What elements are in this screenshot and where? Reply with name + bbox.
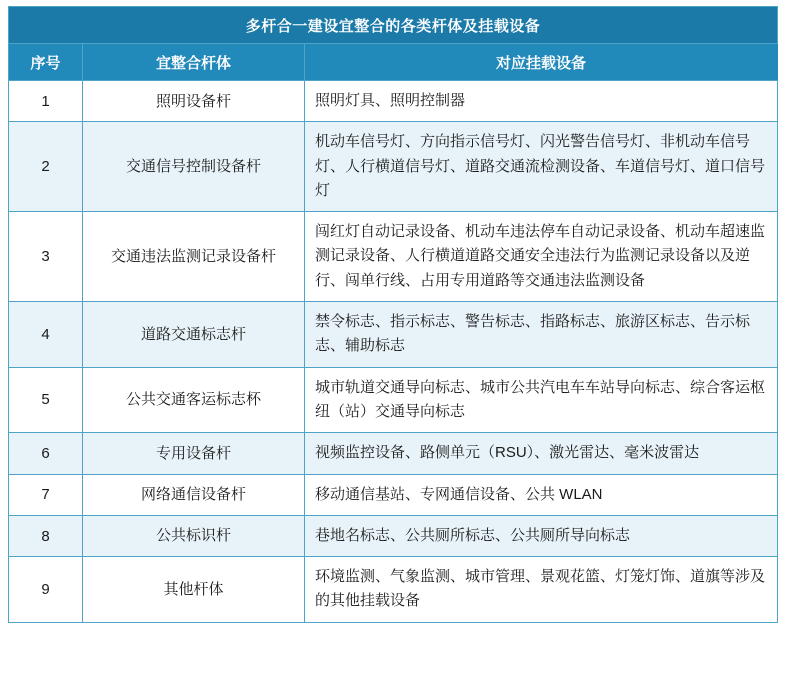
row-index: 7 — [9, 474, 83, 515]
row-equipment: 机动车信号灯、方向指示信号灯、闪光警告信号灯、非机动车信号灯、人行横道信号灯、道路交通流检测设备、车道信号灯、道口信号灯 — [305, 122, 778, 212]
row-index: 5 — [9, 367, 83, 433]
table-header-row — [9, 44, 778, 81]
row-pole: 专用设备杆 — [83, 433, 305, 474]
table-title-row — [9, 7, 778, 44]
row-equipment: 视频监控设备、路侧单元（RSU）、激光雷达、毫米波雷达 — [305, 433, 778, 474]
table-row — [9, 122, 778, 212]
table-row — [9, 557, 778, 623]
row-equipment: 禁令标志、指示标志、警告标志、指路标志、旅游区标志、告示标志、辅助标志 — [305, 302, 778, 368]
row-equipment: 照明灯具、照明控制器 — [305, 81, 778, 122]
table-row — [9, 367, 778, 433]
table-row — [9, 474, 778, 515]
row-pole: 交通违法监测记录设备杆 — [83, 212, 305, 302]
row-equipment: 闯红灯自动记录设备、机动车违法停车自动记录设备、机动车超速监测记录设备、人行横道道路交通安全违法行为监测记录设备以及逆行、闯单行线、占用专用道路等交通违法监测设备 — [305, 212, 778, 302]
table-row — [9, 212, 778, 302]
table-row — [9, 433, 778, 474]
row-pole: 道路交通标志杆 — [83, 302, 305, 368]
row-index: 3 — [9, 212, 83, 302]
row-pole: 公共标识杆 — [83, 515, 305, 556]
row-index: 4 — [9, 302, 83, 368]
row-pole: 交通信号控制设备杆 — [83, 122, 305, 212]
row-equipment: 环境监测、气象监测、城市管理、景观花篮、灯笼灯饰、道旗等涉及的其他挂载设备 — [305, 557, 778, 623]
row-pole: 公共交通客运标志杯 — [83, 367, 305, 433]
table-row — [9, 302, 778, 368]
column-header-index: 序号 — [9, 44, 83, 81]
table-row — [9, 515, 778, 556]
column-header-pole: 宜整合杆体 — [83, 44, 305, 81]
row-index: 9 — [9, 557, 83, 623]
row-index: 1 — [9, 81, 83, 122]
column-header-equipment: 对应挂载设备 — [305, 44, 778, 81]
row-index: 2 — [9, 122, 83, 212]
row-equipment: 城市轨道交通导向标志、城市公共汽电车车站导向标志、综合客运枢纽（站）交通导向标志 — [305, 367, 778, 433]
row-pole: 其他杆体 — [83, 557, 305, 623]
row-index: 6 — [9, 433, 83, 474]
table-title: 多杆合一建设宜整合的各类杆体及挂载设备 — [9, 7, 778, 44]
table-body — [9, 7, 778, 623]
row-index: 8 — [9, 515, 83, 556]
table-row — [9, 81, 778, 122]
row-equipment: 巷地名标志、公共厕所标志、公共厕所导向标志 — [305, 515, 778, 556]
pole-integration-table — [8, 6, 778, 623]
row-equipment: 移动通信基站、专网通信设备、公共 WLAN — [305, 474, 778, 515]
row-pole: 照明设备杆 — [83, 81, 305, 122]
row-pole: 网络通信设备杆 — [83, 474, 305, 515]
